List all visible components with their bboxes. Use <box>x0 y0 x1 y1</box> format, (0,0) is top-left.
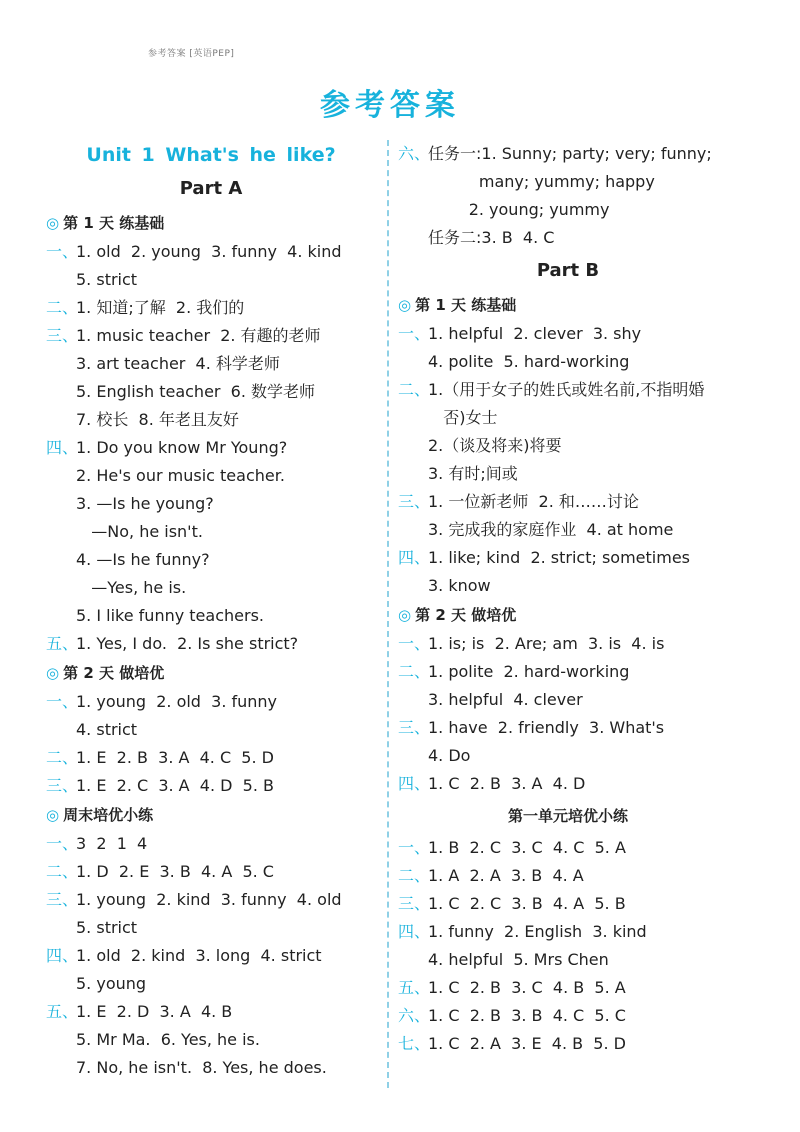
answer-text: many; yummy; happy <box>428 172 655 191</box>
section-heading <box>46 800 376 830</box>
answer-line <box>398 742 738 770</box>
question-number: 四、 <box>46 438 79 457</box>
answer-line <box>398 320 738 348</box>
question-number: 四、 <box>398 922 431 941</box>
section-heading-text: 第 1 天 练基础 <box>415 296 517 314</box>
answer-line <box>46 716 376 744</box>
answer-text: 5. I like funny teachers. <box>76 606 264 625</box>
question-number: 二、 <box>46 298 79 317</box>
answer-text: 4. helpful 5. Mrs Chen <box>428 950 609 969</box>
part-heading: Part B <box>536 260 600 281</box>
circle-marker-icon: ◎ <box>46 214 60 232</box>
answer-line <box>398 714 738 742</box>
answer-text: 3 2 1 4 <box>76 834 148 853</box>
answer-text: 7. No, he isn't. 8. Yes, he does. <box>76 1058 327 1077</box>
answer-line <box>398 460 738 488</box>
answer-text: 1. C 2. B 3. C 4. B 5. A <box>428 978 626 997</box>
answer-line <box>46 322 376 350</box>
answer-line <box>398 348 738 376</box>
question-number: 一、 <box>46 834 79 853</box>
question-number: 三、 <box>46 776 79 795</box>
question-number: 一、 <box>46 692 79 711</box>
answer-line <box>46 434 376 462</box>
question-number: 二、 <box>46 748 79 767</box>
answer-line <box>398 974 738 1002</box>
answer-text: 1. 知道;了解 2. 我们的 <box>76 298 245 317</box>
answer-text: 3. know <box>428 576 491 595</box>
answer-line <box>46 1026 376 1054</box>
section-heading <box>398 290 738 320</box>
question-number: 二、 <box>398 662 431 681</box>
column-divider <box>387 140 389 1088</box>
answer-text: 7. 校长 8. 年老且友好 <box>76 410 239 429</box>
answer-text: 2. young; yummy <box>428 200 610 219</box>
answer-line <box>46 238 376 266</box>
answer-line <box>46 858 376 886</box>
answer-line <box>398 862 738 890</box>
answer-line <box>398 544 738 572</box>
answer-line <box>46 914 376 942</box>
question-number: 四、 <box>398 774 431 793</box>
answer-text: 1. Yes, I do. 2. Is she strict? <box>76 634 299 653</box>
answer-line <box>46 350 376 378</box>
practice-heading: 第一单元培优小练 <box>507 807 628 825</box>
circle-marker-icon: ◎ <box>398 606 412 624</box>
answer-text: 1. funny 2. English 3. kind <box>428 922 647 941</box>
answer-text: —No, he isn't. <box>76 522 203 541</box>
question-number: 六、 <box>398 144 431 163</box>
answer-text: 5. strict <box>76 918 138 937</box>
answer-text: 1. A 2. A 3. B 4. A <box>428 866 584 885</box>
answer-text: 3. —Is he young? <box>76 494 214 513</box>
question-number: 五、 <box>46 1002 79 1021</box>
answer-text: 1. Do you know Mr Young? <box>76 438 288 457</box>
answer-line <box>398 488 738 516</box>
answer-text: 1. young 2. kind 3. funny 4. old <box>76 890 342 909</box>
answer-text: 1. E 2. D 3. A 4. B <box>76 1002 233 1021</box>
answer-text: 1. helpful 2. clever 3. shy <box>428 324 642 343</box>
answer-line <box>46 574 376 602</box>
answer-text: 1. C 2. C 3. B 4. A 5. B <box>428 894 626 913</box>
answer-text: 1. like; kind 2. strict; sometimes <box>428 548 691 567</box>
answer-text: 3. art teacher 4. 科学老师 <box>76 354 280 373</box>
answer-line <box>46 744 376 772</box>
answer-text: 3. helpful 4. clever <box>428 690 583 709</box>
answer-text: 1. is; is 2. Are; am 3. is 4. is <box>428 634 665 653</box>
answer-line <box>46 630 376 658</box>
question-number: 六、 <box>398 1006 431 1025</box>
answer-line <box>398 376 738 404</box>
answer-text: 2. He's our music teacher. <box>76 466 285 485</box>
question-number: 二、 <box>398 380 431 399</box>
answer-line <box>398 432 738 460</box>
part-heading: Part A <box>179 178 243 199</box>
answer-line <box>398 1030 738 1058</box>
left-column <box>46 140 376 1082</box>
answer-line <box>398 918 738 946</box>
section-heading-text: 第 2 天 做培优 <box>63 664 165 682</box>
answer-line <box>398 168 738 196</box>
answer-line <box>398 658 738 686</box>
answer-text: —Yes, he is. <box>76 578 187 597</box>
answer-text: 5. English teacher 6. 数学老师 <box>76 382 316 401</box>
question-number: 三、 <box>46 326 79 345</box>
answer-line <box>46 490 376 518</box>
question-number: 五、 <box>398 978 431 997</box>
answer-line <box>46 942 376 970</box>
answer-text: 5. strict <box>76 270 138 289</box>
answer-text: 4. —Is he funny? <box>76 550 210 569</box>
answer-text: 否)女士 <box>428 408 498 427</box>
right-column <box>398 140 738 1058</box>
answer-line <box>46 266 376 294</box>
answer-line <box>398 686 738 714</box>
answer-text: 3. 有时;间或 <box>428 464 518 483</box>
answer-line <box>46 1054 376 1082</box>
section-heading-text: 周末培优小练 <box>63 806 154 824</box>
answer-line <box>46 886 376 914</box>
answer-text: 1. D 2. E 3. B 4. A 5. C <box>76 862 274 881</box>
answer-line <box>398 770 738 798</box>
answer-line <box>398 946 738 974</box>
answer-text: 1. 一位新老师 2. 和……讨论 <box>428 492 639 511</box>
answer-line <box>46 970 376 998</box>
question-number: 三、 <box>398 492 431 511</box>
circle-marker-icon: ◎ <box>398 296 412 314</box>
unit-title: Unit 1 What's he like? <box>86 144 336 166</box>
answer-line <box>398 224 738 252</box>
answer-text: 1. B 2. C 3. C 4. C 5. A <box>428 838 626 857</box>
answer-text: 任务一:1. Sunny; party; very; funny; <box>428 144 712 163</box>
question-number: 一、 <box>398 324 431 343</box>
answer-line <box>46 602 376 630</box>
question-number: 四、 <box>398 548 431 567</box>
header-small-text: 参考答案 [英语PEP] <box>148 49 235 59</box>
question-number: 二、 <box>46 862 79 881</box>
answer-line <box>46 688 376 716</box>
page-title: 参考答案 <box>320 88 460 123</box>
answer-line <box>398 834 738 862</box>
answer-line <box>398 890 738 918</box>
answer-line <box>46 518 376 546</box>
answer-text: 1. polite 2. hard-working <box>428 662 630 681</box>
question-number: 三、 <box>398 718 431 737</box>
answer-line <box>398 404 738 432</box>
answer-text: 1. old 2. young 3. funny 4. kind <box>76 242 342 261</box>
answer-line <box>398 630 738 658</box>
answer-line <box>46 772 376 800</box>
answer-text: 5. young <box>76 974 147 993</box>
question-number: 五、 <box>46 634 79 653</box>
section-heading-text: 第 1 天 练基础 <box>63 214 165 232</box>
answer-line <box>46 998 376 1026</box>
question-number: 四、 <box>46 946 79 965</box>
answer-text: 1. E 2. B 3. A 4. C 5. D <box>76 748 274 767</box>
question-number: 二、 <box>398 866 431 885</box>
question-number: 三、 <box>398 894 431 913</box>
answer-text: 1. C 2. A 3. E 4. B 5. D <box>428 1034 626 1053</box>
answer-text: 1. E 2. C 3. A 4. D 5. B <box>76 776 274 795</box>
question-number: 七、 <box>398 1034 431 1053</box>
answer-text: 1. music teacher 2. 有趣的老师 <box>76 326 321 345</box>
answer-line <box>46 546 376 574</box>
answer-text: 4. Do <box>428 746 471 765</box>
question-number: 三、 <box>46 890 79 909</box>
answer-line <box>398 516 738 544</box>
question-number: 一、 <box>398 634 431 653</box>
section-heading <box>46 208 376 238</box>
answer-line <box>46 378 376 406</box>
answer-text: 1. young 2. old 3. funny <box>76 692 278 711</box>
answer-text: 5. Mr Ma. 6. Yes, he is. <box>76 1030 260 1049</box>
answer-line <box>398 196 738 224</box>
answer-line <box>46 462 376 490</box>
answer-text: 1. have 2. friendly 3. What's <box>428 718 665 737</box>
answer-line <box>398 140 738 168</box>
answer-line <box>46 406 376 434</box>
answer-line <box>46 294 376 322</box>
section-heading <box>46 658 376 688</box>
answer-text: 4. strict <box>76 720 138 739</box>
circle-marker-icon: ◎ <box>46 664 60 682</box>
answer-text: 1. C 2. B 3. A 4. D <box>428 774 586 793</box>
answer-line <box>46 830 376 858</box>
question-number: 一、 <box>46 242 79 261</box>
answer-text: 3. 完成我的家庭作业 4. at home <box>428 520 674 539</box>
answer-text: 1. C 2. B 3. B 4. C 5. C <box>428 1006 626 1025</box>
answer-text: 任务二:3. B 4. C <box>428 228 555 247</box>
circle-marker-icon: ◎ <box>46 806 60 824</box>
answer-line <box>398 572 738 600</box>
answer-line <box>398 1002 738 1030</box>
answer-text: 4. polite 5. hard-working <box>428 352 630 371</box>
answer-text: 2.（谈及将来)将要 <box>428 436 562 455</box>
answer-text: 1. old 2. kind 3. long 4. strict <box>76 946 322 965</box>
answer-text: 1.（用于女子的姓氏或姓名前,不指明婚 <box>428 380 705 399</box>
section-heading <box>398 600 738 630</box>
question-number: 一、 <box>398 838 431 857</box>
section-heading-text: 第 2 天 做培优 <box>415 606 517 624</box>
